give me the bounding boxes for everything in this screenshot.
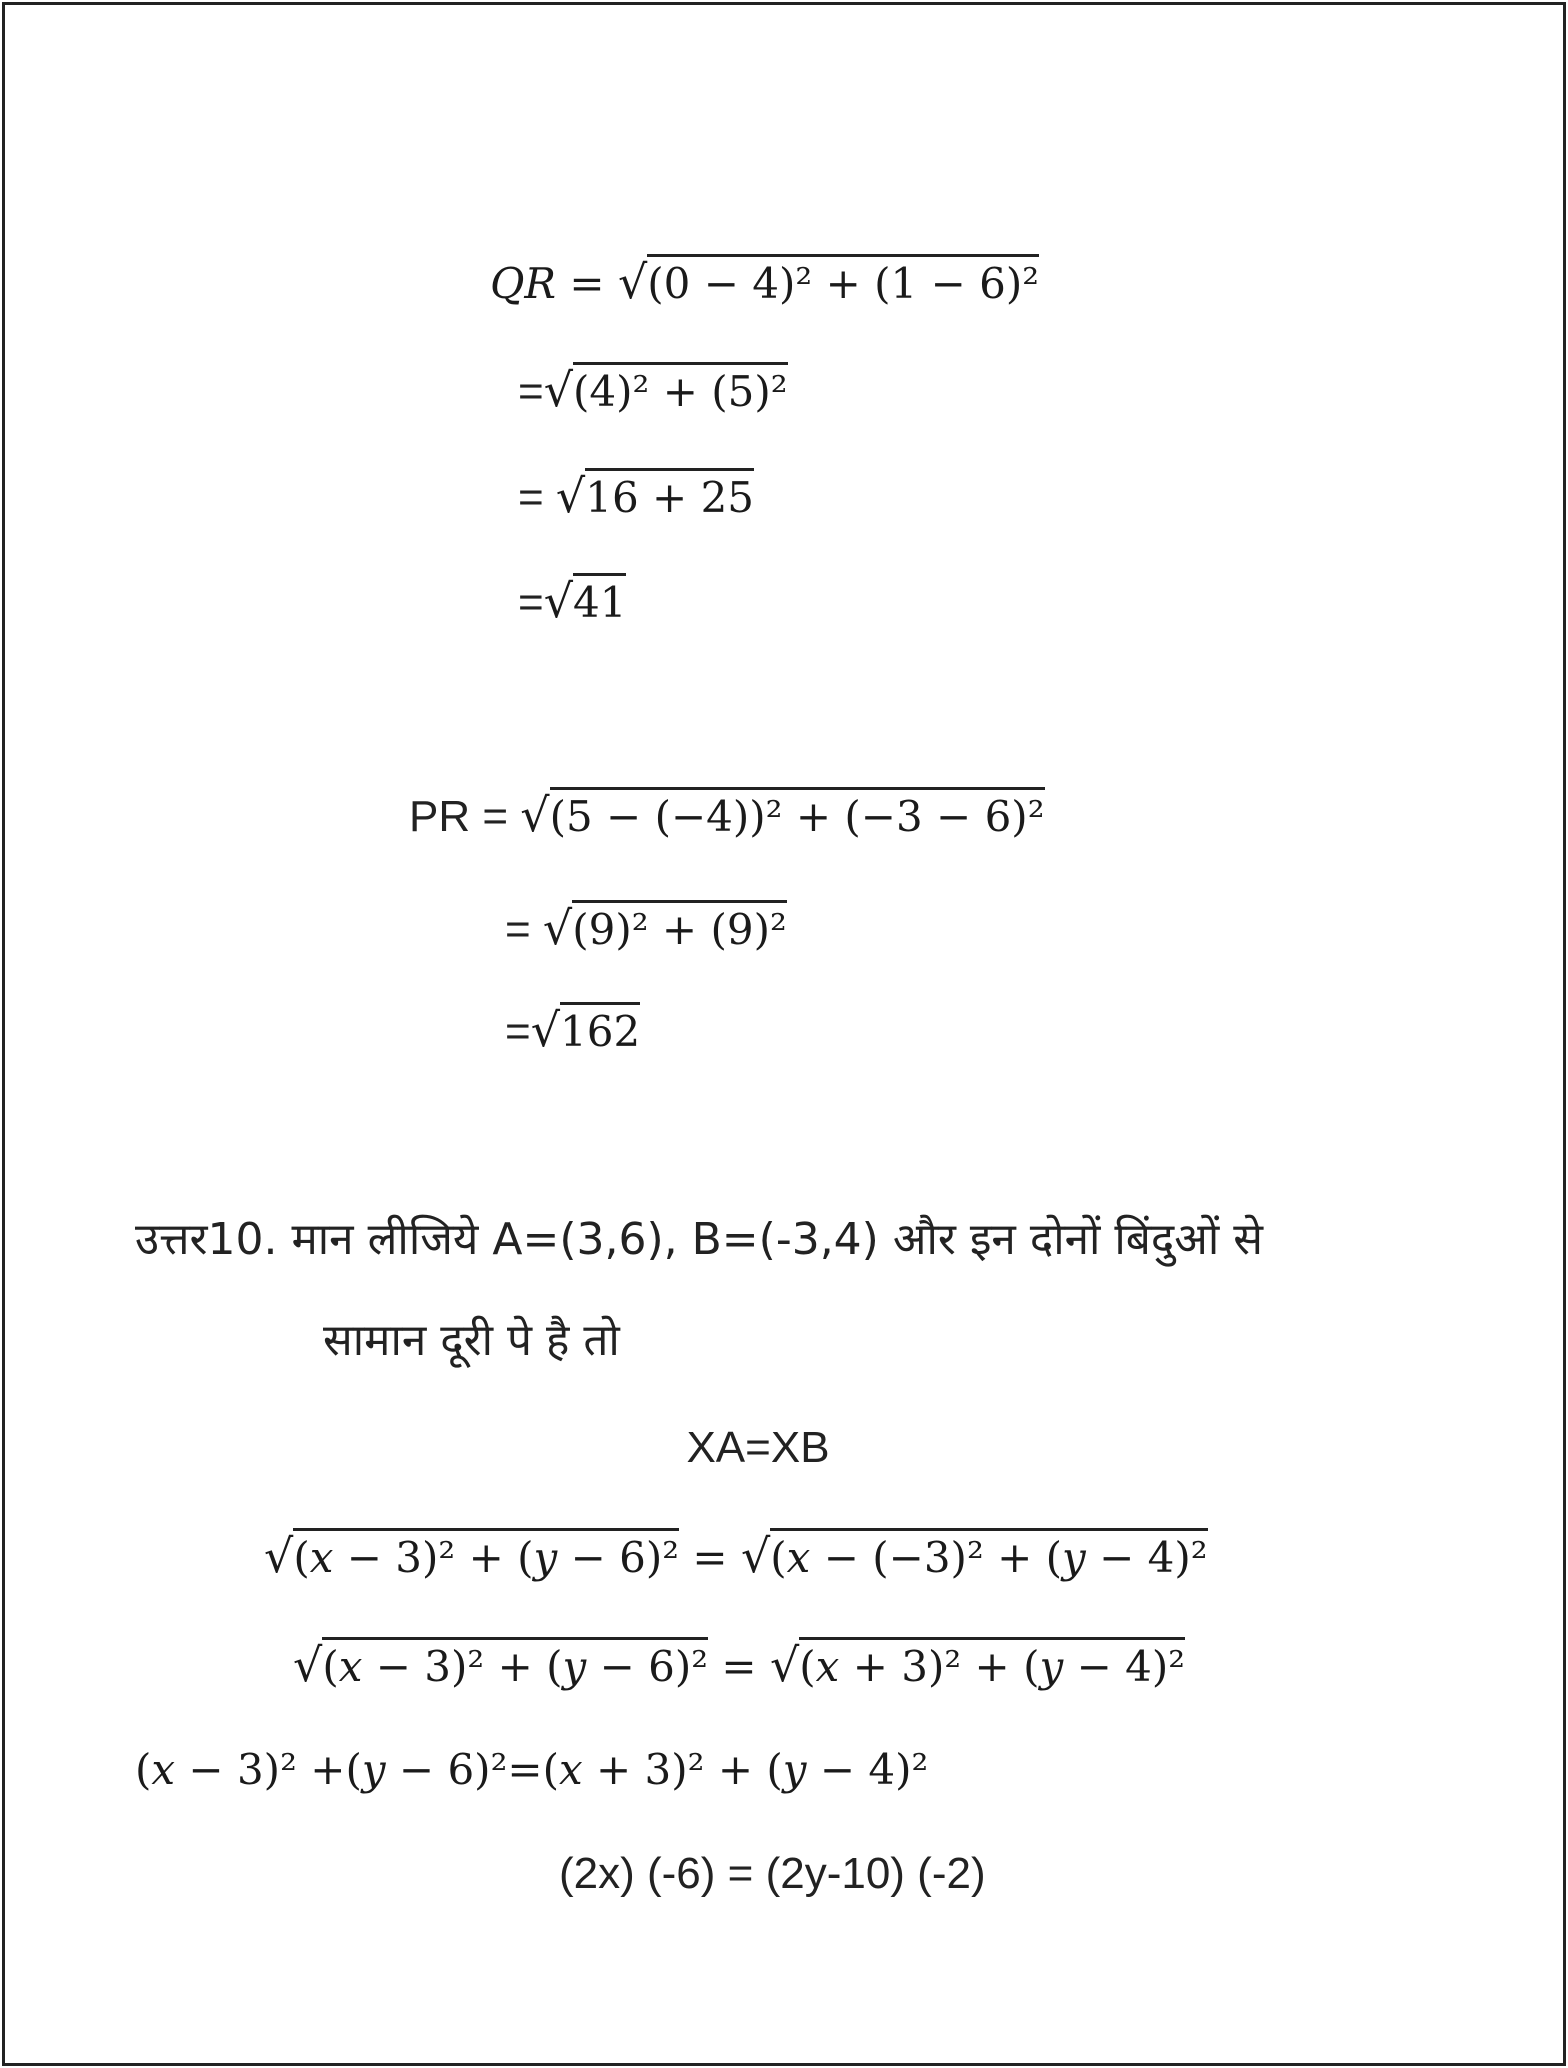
radical-sign: √	[520, 788, 550, 842]
equals: =	[518, 578, 544, 627]
equals: =	[505, 1007, 531, 1056]
equals: =	[518, 367, 544, 416]
square-root	[531, 1000, 640, 1062]
square-root	[544, 571, 627, 633]
square-root	[264, 1526, 679, 1588]
square-root	[741, 1526, 1208, 1588]
distance-equation-row-2	[293, 1635, 1185, 1695]
radicand: 41	[573, 573, 626, 628]
radical-sign: √	[543, 363, 574, 417]
radical-sign: √	[740, 1529, 771, 1583]
radicand: (0 − 4)² + (1 − 6)²	[647, 254, 1039, 309]
pr-equation-line-2	[505, 898, 787, 958]
square-root	[544, 360, 788, 422]
xa-xb-text: XA=XB	[686, 1423, 830, 1472]
answer-10-continuation: सामान दूरी पे है तो	[323, 1315, 620, 1366]
radical-sign: √	[530, 1003, 561, 1057]
xa-equals-xb	[0, 1418, 1568, 1478]
pr-equation-line-3	[505, 1000, 640, 1060]
equals: =	[518, 473, 556, 522]
radical-sign: √	[264, 1529, 294, 1583]
radical-sign: √	[293, 1638, 323, 1692]
product-equation-row: (2x) (-6) = (2y-10) (-2)	[559, 1849, 986, 1898]
pr-equation-line-1	[409, 785, 1045, 845]
equals: =	[679, 1533, 741, 1582]
square-root	[556, 466, 754, 528]
equals: =	[708, 1642, 770, 1691]
answer-10-heading: उत्तर10. मान लीजिये A=(3,6), B=(-3,4) और इन दोनों बिंदुओं से	[135, 1214, 1263, 1265]
pr-label: PR =	[409, 792, 521, 841]
square-root	[543, 898, 787, 960]
qr-equation-line-4	[518, 571, 626, 631]
qr-label: QR	[490, 259, 557, 308]
square-root	[770, 1635, 1185, 1697]
radicand: (5 − (−4))² + (−3 − 6)²	[550, 787, 1045, 842]
radical-sign: √	[617, 255, 648, 309]
squared-equation-row: (𝑥 − 3)² +(𝑦 − 6)²=(𝑥 + 3)² + (𝑦 − 4)²	[135, 1745, 929, 1794]
qr-equation-line-2	[518, 360, 788, 420]
radical-sign: √	[543, 574, 574, 628]
qr-equation-line-3	[518, 466, 754, 526]
radicand: 16 + 25	[585, 468, 754, 523]
distance-equation-row-1	[264, 1526, 1208, 1586]
radicand: (𝑥 − 3)² + (𝑦 − 6)²	[322, 1637, 708, 1692]
radicand: (𝑥 − 3)² + (𝑦 − 6)²	[293, 1528, 679, 1583]
radicand: (𝑥 + 3)² + (𝑦 − 4)²	[799, 1637, 1185, 1692]
radical-sign: √	[542, 901, 573, 955]
radicand: (9)² + (9)²	[572, 900, 787, 955]
qr-equation-line-1	[490, 252, 1039, 312]
radicand: 162	[560, 1002, 640, 1057]
radicand: (𝑥 − (−3)² + (𝑦 − 4)²	[770, 1528, 1207, 1583]
square-root	[293, 1635, 708, 1697]
square-root	[618, 252, 1039, 314]
radicand: (4)² + (5)²	[573, 362, 788, 417]
square-root	[520, 785, 1044, 847]
equals: =	[505, 905, 543, 954]
radical-sign: √	[769, 1638, 800, 1692]
radical-sign: √	[555, 469, 586, 523]
equals: =	[556, 259, 618, 308]
